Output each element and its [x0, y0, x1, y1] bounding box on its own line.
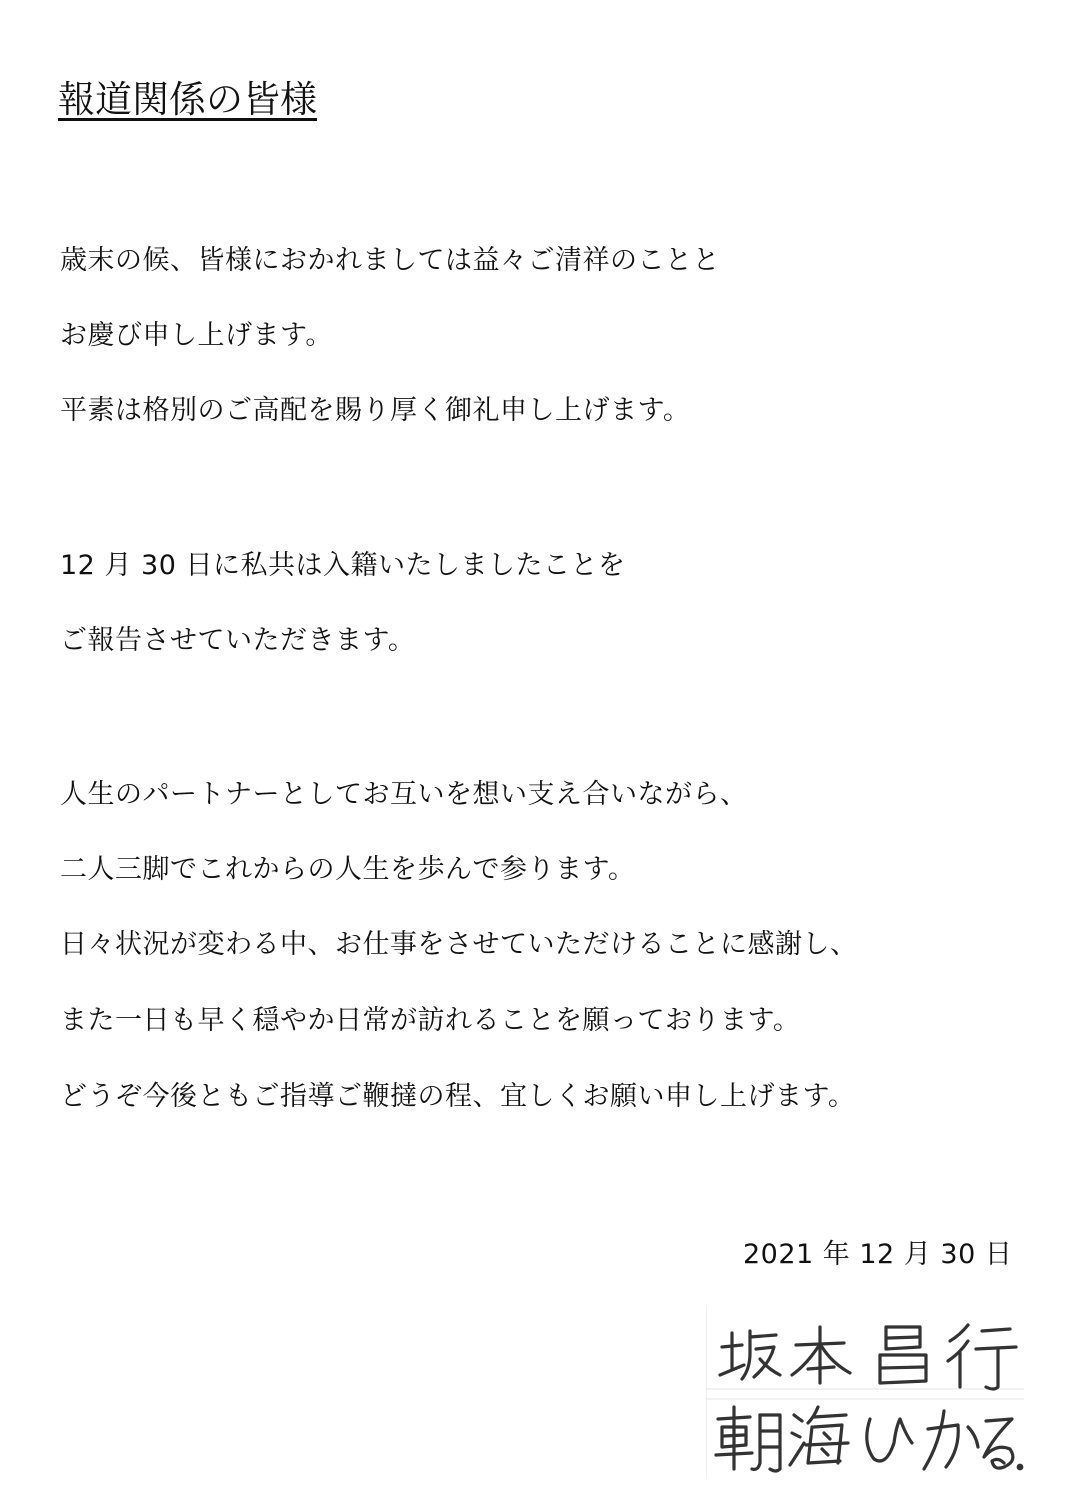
message-line-1: 人生のパートナーとしてお互いを想い支え合いながら、 [60, 779, 748, 810]
message-line-4: また一日も早く穏やか日常が訪れることを願っております。 [60, 1005, 801, 1036]
message-line-5: どうぞ今後ともご指導ご鞭撻の程、宜しくお願い申し上げます。 [60, 1081, 856, 1112]
message-line-2: 二人三脚でこれからの人生を歩んで参ります。 [60, 854, 636, 885]
document-heading: 報道関係の皆様 [58, 78, 317, 121]
document-date: 2021 年 12 月 30 日 [743, 1239, 1013, 1270]
signature-image [706, 1303, 1024, 1479]
announcement-line-1: 12 月 30 日に私共は入籍いたしましたことを [60, 550, 626, 581]
message-line-3: 日々状況が変わる中、お仕事をさせていただけることに感謝し、 [60, 929, 858, 960]
announcement-line-2: ご報告させていただきます。 [60, 625, 416, 656]
greeting-line-3: 平素は格別のご高配を賜り厚く御礼申し上げます。 [60, 395, 691, 426]
greeting-line-2: お慶び申し上げます。 [60, 320, 333, 351]
handwritten-signatures [706, 1303, 1024, 1479]
greeting-line-1: 歳末の候、皆様におかれましては益々ご清祥のことと [60, 245, 720, 276]
